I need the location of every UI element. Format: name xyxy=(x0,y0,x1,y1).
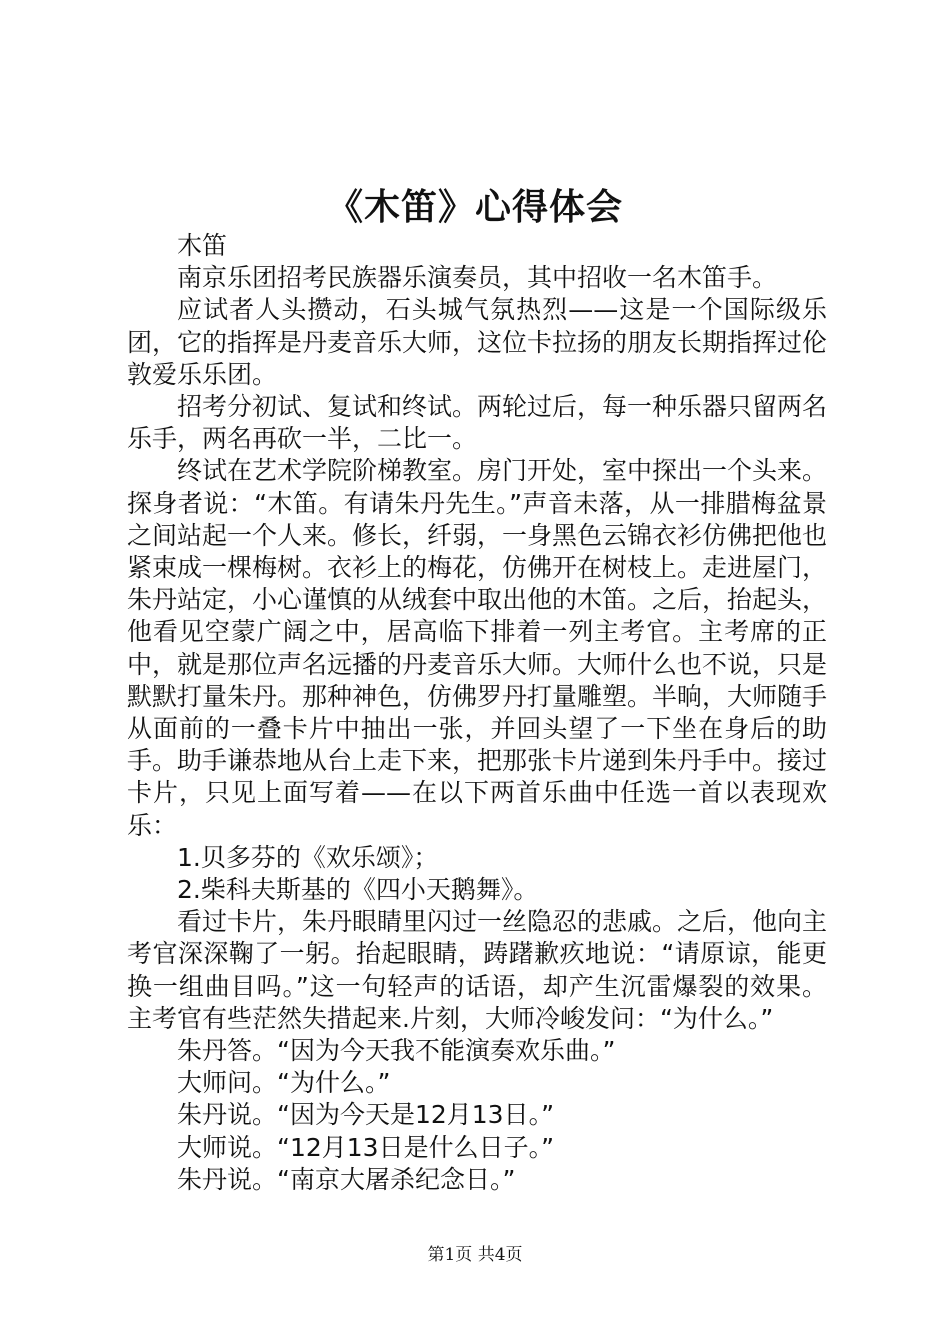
paragraph: 大师问。“为什么。” xyxy=(177,1068,391,1098)
paragraph: 应试者人头攒动，石头城气氛热烈——这是一个国际级乐团，它的指挥是丹麦音乐大师，这位卡拉扬的朋友长期指挥过伦敦爱乐乐团。 xyxy=(127,295,828,389)
page-footer: 第1页 共4页 xyxy=(427,1245,523,1265)
paragraph: 大师说。“12月13日是什么日子。” xyxy=(177,1132,555,1162)
paragraph: 朱丹答。“因为今天我不能演奏欢乐曲。” xyxy=(177,1036,616,1066)
paragraph: 木笛 xyxy=(177,231,228,260)
document-body xyxy=(127,230,827,1196)
paragraph: 南京乐团招考民族器乐演奏员，其中招收一名木笛手。 xyxy=(177,263,778,293)
paragraph: 招考分初试、复试和终试。两轮过后，每一种乐器只留两名乐手，两名再砍一半，二比一。 xyxy=(127,392,828,454)
paragraph: 2.柴科夫斯基的《四小天鹅舞》。 xyxy=(177,875,539,905)
paragraph: 看过卡片，朱丹眼睛里闪过一丝隐忍的悲戚。之后，他向主考官深深鞠了一躬。抬起眼睛，踌躇歉疚地说：“请原谅，能更换一组曲目吗。”这一句轻声的话语，却产生沉雷爆裂的效果。主考官有些茫然失措起来.片刻，大师冷峻发问：“为什么。” xyxy=(127,907,828,1033)
paragraph: 终试在艺术学院阶梯教室。房门开处，室中探出一个头来。探身者说：“木笛。有请朱丹先生。”声音未落，从一排腊梅盆景之间站起一个人来。修长，纤弱，一身黑色云锦衣衫仿佛把他也紧束成一棵梅树。衣衫上的梅花，仿佛开在树枝上。走进屋门，朱丹站定，小心谨慎的从绒套中取出他的木笛。之后，抬起头，他看见空蒙广阔之中，居高临下排着一列主考官。主考席的正中，就是那位声名远播的丹麦音乐大师。大师什么也不说，只是默默打量朱丹。那种神色，仿佛罗丹打量雕塑。半晌，大师随手从面前的一叠卡片中抽出一张，并回头望了一下坐在身后的助手。助手谦恭地从台上走下来，把那张卡片递到朱丹手中。接过卡片，只见上面写着——在以下两首乐曲中任选一首以表现欢乐： xyxy=(127,456,828,840)
document-title: 《木笛》心得体会 xyxy=(326,187,623,228)
paragraph: 朱丹说。“因为今天是12月13日。” xyxy=(177,1100,555,1130)
paragraph: 朱丹说。“南京大屠杀纪念日。” xyxy=(177,1164,516,1194)
paragraph: 1.贝多芬的《欢乐颂》； xyxy=(177,842,439,872)
